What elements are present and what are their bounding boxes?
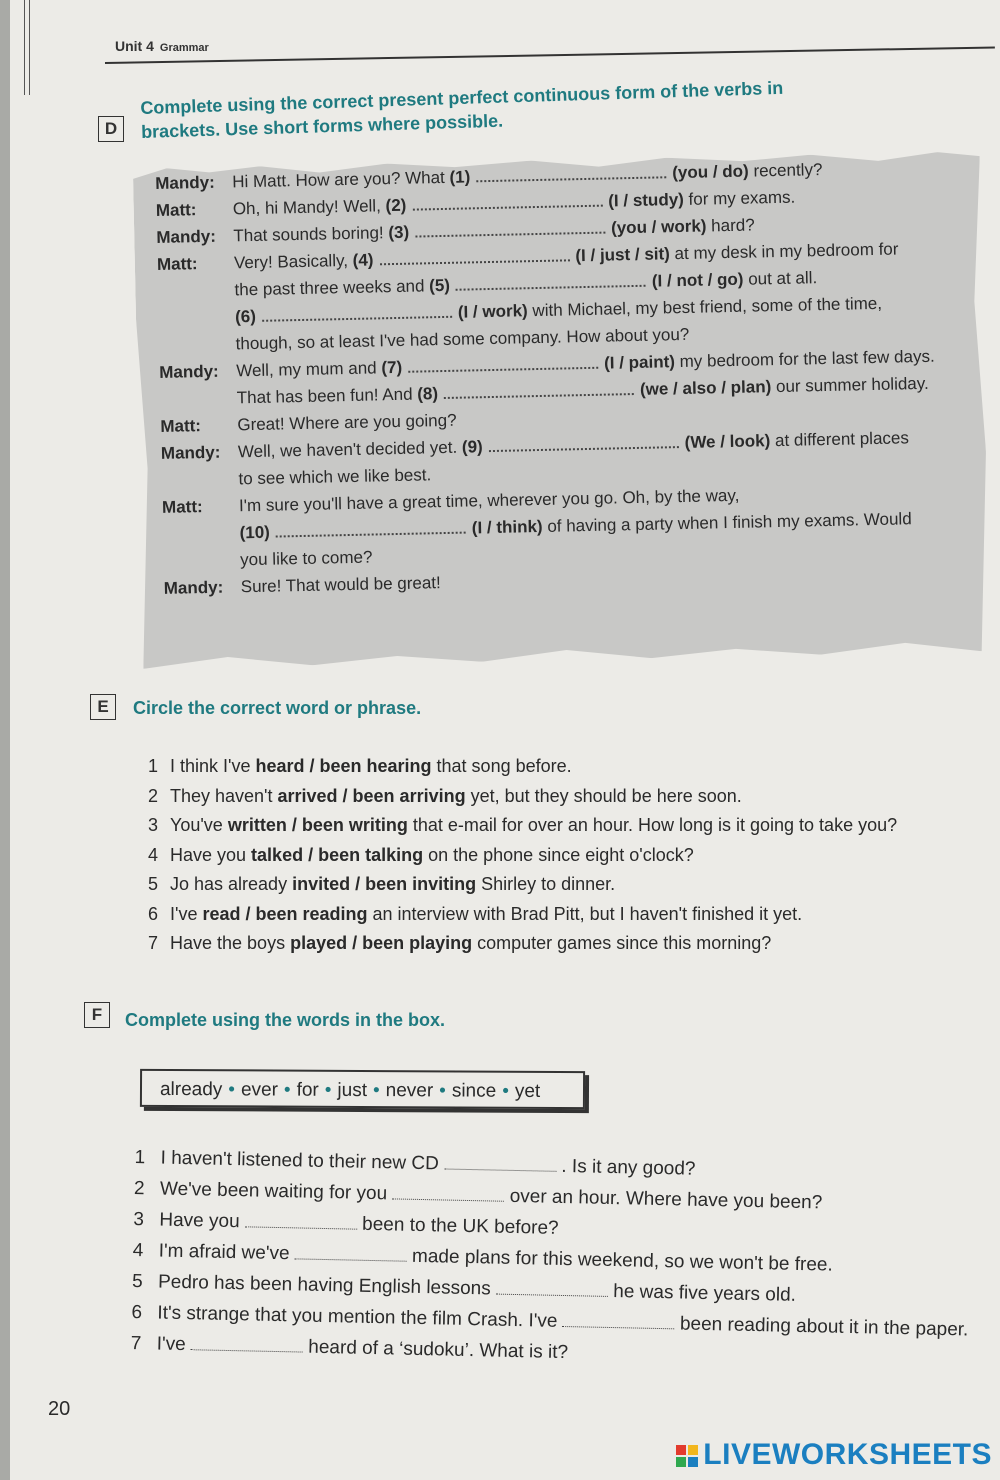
verb-prompt: (I / not / go)	[651, 269, 744, 291]
speaker-name: Matt:	[160, 416, 202, 436]
dialogue-post: at my desk in my bedroom for	[669, 239, 899, 264]
item-post: been to the UK before?	[356, 1213, 559, 1239]
answer-blank[interactable]	[488, 432, 678, 452]
answer-blank[interactable]	[245, 1214, 357, 1229]
answer-blank[interactable]	[476, 162, 666, 182]
answer-blank[interactable]	[276, 518, 466, 538]
speaker-name: Mandy:	[159, 361, 219, 382]
item-post: made plans for this weekend, so we won't be free.	[406, 1245, 833, 1276]
item-post: . Is it any good?	[555, 1155, 696, 1180]
choice-options[interactable]: read / been reading	[202, 903, 368, 924]
item-number: 3	[148, 815, 159, 835]
dialogue-pre: Hi Matt. How are you? What	[232, 167, 450, 192]
binding-edge	[24, 0, 30, 95]
answer-blank[interactable]	[392, 1186, 504, 1201]
box-word: yet	[514, 1080, 541, 1102]
box-word: already	[159, 1078, 223, 1101]
item-pre: Have you	[170, 844, 252, 865]
item-post: that song before.	[431, 756, 572, 776]
blank-number: (4)	[352, 250, 374, 270]
box-word: never	[385, 1080, 434, 1102]
section-d-letter: D	[98, 116, 124, 142]
verb-prompt: (you / do)	[672, 161, 749, 183]
blank-number: (8)	[417, 384, 439, 404]
item-post: he was five years old.	[607, 1280, 797, 1306]
dialogue-pre: Well, my mum and	[236, 358, 382, 381]
choice-options[interactable]: talked / been talking	[251, 844, 424, 865]
page-header	[115, 38, 209, 54]
bullet-separator: •	[439, 1080, 446, 1102]
choice-options[interactable]: invited / been inviting	[292, 874, 477, 894]
section-e-letter: E	[90, 694, 116, 720]
item-number: 5	[148, 874, 159, 894]
page-number: 20	[48, 1398, 71, 1420]
exercise-item	[148, 811, 897, 841]
answer-blank[interactable]	[444, 1156, 556, 1171]
answer-blank[interactable]	[444, 379, 634, 399]
answer-blank[interactable]	[262, 302, 452, 322]
answer-blank[interactable]	[496, 1282, 608, 1297]
item-post: that e-mail for over an hour. How long is it going to take you?	[407, 815, 898, 835]
blank-number: (7)	[381, 357, 403, 378]
item-pre: It's strange that you mention the film Crash. I've	[157, 1302, 563, 1332]
item-pre: You've	[170, 815, 228, 835]
blank-number: (6)	[234, 306, 257, 327]
speaker-name: Mandy:	[160, 442, 221, 463]
dialogue-pre: you like to come?	[239, 547, 373, 570]
dialogue-pre: That sounds boring!	[233, 223, 389, 246]
item-post: over an hour. Where have you been?	[504, 1185, 823, 1214]
dialogue	[155, 153, 994, 602]
watermark-text: LIVEWORKSHEETS	[703, 1438, 992, 1471]
blank-number: (3)	[388, 222, 410, 243]
dialogue-pre: I'm sure you'll have a great time, wherever you go. Oh, by the way,	[238, 485, 740, 516]
speaker-name: Mandy:	[156, 226, 217, 247]
item-number: 6	[148, 903, 159, 924]
speaker-name: Matt:	[155, 200, 197, 220]
section-f-title: Complete using the words in the box.	[125, 1010, 446, 1030]
topic-label: Grammar	[159, 42, 209, 54]
answer-blank[interactable]	[412, 191, 602, 211]
section-d-title-line2: brackets. Use short forms where possible.	[140, 110, 504, 142]
dialogue-post: at different places	[770, 428, 910, 451]
bullet-separator: •	[283, 1079, 291, 1101]
section-d-title	[140, 76, 784, 144]
verb-prompt: (I / work)	[457, 301, 528, 322]
dialogue-post: recently?	[748, 160, 823, 181]
choice-options[interactable]: heard / been hearing	[255, 756, 432, 776]
dialogue-pre: the past three weeks and	[234, 276, 430, 300]
dialogue-post: our summer holiday.	[771, 373, 929, 397]
item-pre: I'm afraid we've	[158, 1240, 296, 1265]
speaker-name: Matt:	[156, 254, 198, 274]
item-number: 4	[148, 844, 159, 865]
dialogue-post: hard?	[706, 215, 755, 236]
item-number: 6	[131, 1301, 143, 1324]
item-number: 4	[132, 1239, 144, 1262]
answer-blank[interactable]	[408, 353, 598, 373]
item-number: 3	[133, 1208, 145, 1231]
word-box	[140, 1069, 585, 1109]
verb-prompt: (you / work)	[610, 216, 707, 238]
answer-blank[interactable]	[379, 245, 569, 265]
answer-blank[interactable]	[295, 1246, 407, 1261]
blank-number: (9)	[461, 437, 483, 457]
exercise-item	[148, 929, 897, 959]
dialogue-text	[240, 569, 441, 600]
dialogue-pre: though, so at least I've had some company. How about you?	[235, 324, 690, 354]
blank-number: (1)	[449, 167, 471, 187]
speaker-name: Mandy:	[155, 172, 215, 193]
item-number: 1	[148, 756, 159, 776]
item-post: yet, but they should be here soon.	[465, 785, 742, 806]
dialogue-post: out at all.	[743, 268, 818, 289]
dialogue-post: of having a party when I finish my exams. Would	[542, 509, 912, 536]
item-pre: I haven't listened to their new CD	[160, 1147, 445, 1175]
dialogue-text	[238, 461, 431, 492]
item-post: Shirley to dinner.	[476, 874, 616, 894]
answer-blank[interactable]	[415, 218, 605, 238]
item-number: 2	[133, 1177, 145, 1200]
item-pre: I've	[170, 903, 203, 924]
header-rule	[105, 46, 995, 64]
item-pre: We've been waiting for you	[159, 1178, 393, 1205]
exercise-item	[148, 782, 897, 812]
dialogue-post: with Michael, my best friend, some of the time,	[527, 293, 883, 321]
item-number: 1	[134, 1146, 146, 1169]
item-pre: Have the boys	[170, 933, 291, 953]
blank-number: (2)	[385, 195, 407, 216]
item-number: 5	[131, 1270, 143, 1293]
choice-options[interactable]: played / been playing	[290, 933, 473, 953]
dialogue-pre: Sure! That would be great!	[240, 573, 441, 597]
blank-number: (10)	[239, 522, 271, 543]
dialogue-post: my bedroom for the last few days.	[674, 346, 935, 372]
verb-prompt: (I / think)	[471, 516, 543, 538]
dialogue-post: for my exams.	[683, 187, 796, 209]
section-f-letter: F	[84, 1002, 110, 1028]
unit-label: Unit 4	[115, 38, 154, 54]
item-number: 2	[148, 785, 159, 806]
item-number: 7	[148, 933, 159, 953]
liveworksheets-logo	[675, 1438, 992, 1472]
choice-options[interactable]: written / been writing	[227, 815, 408, 835]
verb-prompt: (I / study)	[608, 189, 685, 211]
verb-prompt: (I / just / sit)	[575, 244, 671, 266]
item-pre: I think I've	[170, 756, 256, 776]
section-e-list	[148, 752, 897, 959]
choice-options[interactable]: arrived / been arriving	[277, 785, 466, 806]
box-word: ever	[240, 1079, 279, 1101]
exercise-item	[148, 870, 897, 900]
exercise-item	[148, 752, 897, 782]
dialogue-pre: Great! Where are you going?	[237, 410, 457, 435]
item-pre: They haven't	[170, 785, 278, 806]
exercise-item	[148, 841, 897, 871]
bullet-separator: •	[324, 1079, 332, 1101]
worksheet-page	[10, 0, 1000, 1480]
box-word: since	[451, 1080, 497, 1102]
item-post: on the phone since eight o'clock?	[423, 844, 694, 865]
bullet-separator: •	[372, 1080, 380, 1102]
dialogue-pre: Oh, hi Mandy! Well,	[232, 196, 386, 219]
item-post: heard of a ‘sudoku’. What is it?	[302, 1336, 569, 1364]
dialogue-pre: That has been fun! And	[236, 384, 418, 408]
answer-blank[interactable]	[456, 271, 646, 291]
item-number: 7	[130, 1332, 142, 1355]
item-pre: Have you	[159, 1209, 246, 1233]
verb-prompt: (We / look)	[684, 431, 771, 452]
box-word: just	[337, 1079, 368, 1102]
verb-prompt: (I / paint)	[603, 352, 676, 373]
dialogue-pre: to see which we like best.	[238, 465, 432, 489]
answer-blank[interactable]	[191, 1337, 303, 1352]
item-pre: I've	[156, 1333, 192, 1356]
item-post: an interview with Brad Pitt, but I haven't finished it yet.	[367, 903, 803, 924]
dialogue-pre: Very! Basically,	[233, 250, 353, 273]
item-pre: Pedro has been having English lessons	[157, 1271, 497, 1300]
speaker-name: Mandy:	[163, 577, 224, 598]
exercise-item	[148, 900, 897, 930]
answer-blank[interactable]	[563, 1314, 675, 1329]
liveworksheets-icon	[675, 1444, 699, 1468]
section-d-title-line1: Complete using the correct present perfect continuous form of the verbs in	[140, 77, 784, 118]
bullet-separator: •	[502, 1080, 509, 1102]
dialogue-pre: Well, we haven't decided yet.	[237, 437, 463, 462]
blank-number: (5)	[428, 275, 451, 296]
item-post: been reading about it in the paper.	[674, 1313, 969, 1341]
item-pre: Jo has already	[170, 874, 293, 894]
section-f-list	[130, 1142, 971, 1376]
section-e-title: Circle the correct word or phrase.	[133, 698, 422, 718]
speaker-name: Matt:	[161, 497, 203, 517]
verb-prompt: (we / also / plan)	[639, 377, 772, 399]
dialogue-text	[240, 544, 373, 574]
bullet-separator: •	[228, 1079, 236, 1101]
item-post: computer games since this morning?	[472, 933, 772, 953]
box-word: for	[296, 1079, 319, 1101]
